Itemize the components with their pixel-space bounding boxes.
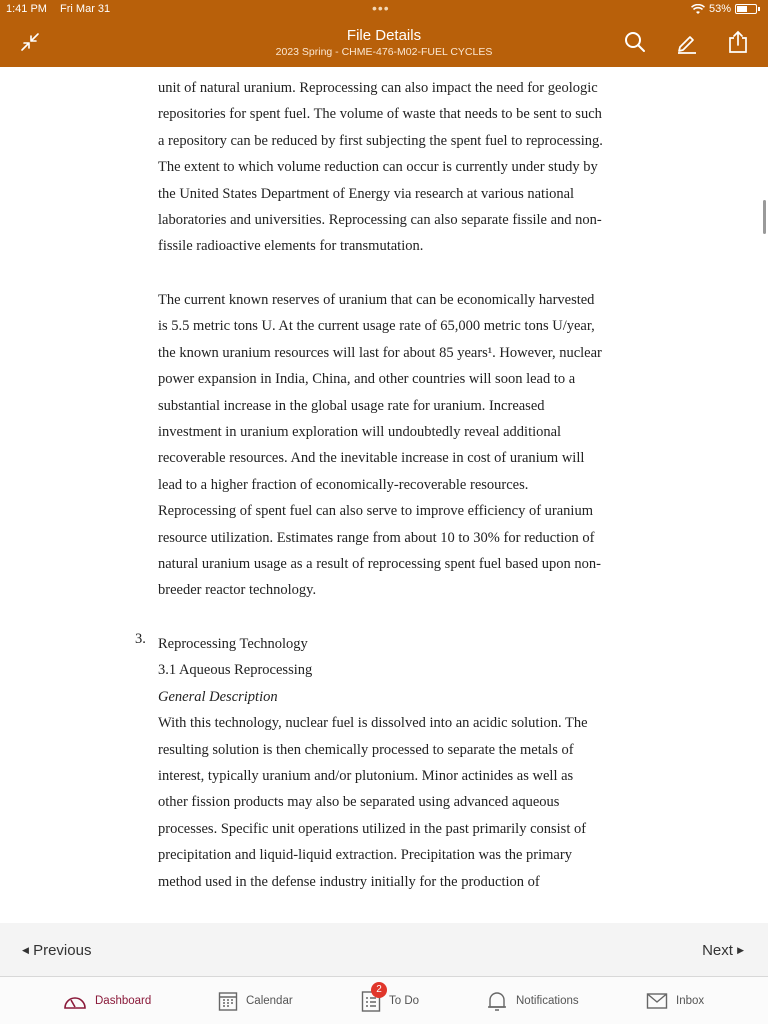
- text-line: method used in the defense industry initially for the production of: [158, 873, 540, 890]
- text-line: the United States Department of Energy via research at various national: [158, 185, 575, 202]
- tab-todo[interactable]: [361, 984, 420, 1013]
- text-line: The current known reserves of uranium that can be economically harvested: [158, 292, 595, 308]
- status-date: Fri Mar 31: [60, 3, 111, 15]
- text-line: the known uranium resources will last for about 85 years¹. However, nuclear: [158, 344, 602, 361]
- status-indicators: [691, 3, 760, 15]
- tab-label: Inbox: [676, 995, 705, 1007]
- tab-bar: [0, 977, 768, 1024]
- app-header: [0, 0, 768, 67]
- text-line: resulting solution is then chemically processed to separate the metals of: [158, 741, 574, 758]
- dashboard-icon: [63, 991, 87, 1011]
- text-line: fissile radioactive elements for transmutation.: [158, 238, 424, 255]
- text-line: is 5.5 metric tons U. At the current usage rate of 65,000 metric tons U/year,: [158, 318, 595, 335]
- status-time: [6, 3, 120, 15]
- pager-bar: [0, 923, 768, 977]
- text-line: With this technology, nuclear fuel is dissolved into an acidic solution. The: [158, 715, 588, 732]
- calendar-icon: [218, 990, 238, 1012]
- previous-label: Previous: [33, 942, 92, 959]
- next-button[interactable]: [702, 942, 744, 959]
- tab-calendar[interactable]: [218, 989, 293, 1013]
- text-line: interest, typically uranium and/or plutonium. Minor actinides as well as: [158, 768, 574, 785]
- document-viewer[interactable]: [0, 67, 768, 923]
- paragraph-1: [158, 75, 678, 260]
- tab-label: To Do: [389, 995, 420, 1007]
- section-title: Reprocessing Technology: [158, 636, 308, 652]
- previous-button[interactable]: [22, 942, 91, 959]
- text-line: other fission products may also be separated using advanced aqueous: [158, 794, 560, 811]
- text-line: repositories for spent fuel. The volume of waste that needs to be sent to such: [158, 106, 602, 123]
- text-line: laboratories and universities. Reprocessing can also separate fissile and non-: [158, 212, 602, 229]
- text-line: investment in uranium exploration will undoubtedly reveal additional: [158, 424, 562, 441]
- bell-icon: [486, 990, 508, 1012]
- page-title: File Details: [346, 27, 422, 44]
- text-line: precipitation and liquid-liquid extraction. Precipitation was the primary: [158, 847, 572, 864]
- wifi-icon: [691, 4, 705, 15]
- course-subtitle: 2023 Spring - CHME-476-M02-FUEL CYCLES: [275, 46, 493, 58]
- tab-label: Notifications: [516, 995, 579, 1007]
- battery-percent: 53%: [708, 3, 731, 15]
- scrollbar-thumb[interactable]: [763, 200, 766, 234]
- share-icon[interactable]: [726, 30, 750, 54]
- subheading: General Description: [158, 688, 278, 705]
- tab-dashboard[interactable]: [63, 989, 151, 1013]
- next-label: Next: [702, 942, 733, 959]
- tab-label: Calendar: [246, 995, 293, 1007]
- mail-icon: [646, 992, 668, 1010]
- text-line: lead to a higher fraction of economically-recoverable resources.: [158, 476, 529, 493]
- text-line: processes. Specific unit operations utilized in the past primarily consist of: [158, 820, 587, 837]
- pencil-icon[interactable]: [675, 30, 699, 54]
- status-clock: 1:41 PM: [6, 3, 47, 15]
- text-line: substantial increase in the global usage rate for uranium. Increased: [158, 397, 545, 414]
- tab-inbox[interactable]: [646, 989, 704, 1013]
- tab-notifications[interactable]: [486, 989, 579, 1013]
- caret-left-icon: ◀: [22, 945, 29, 955]
- tab-label: Dashboard: [95, 995, 152, 1007]
- multitasking-dots[interactable]: •••: [372, 0, 390, 16]
- text-line: power expansion in India, China, and other countries will soon lead to a: [158, 371, 576, 388]
- text-line: natural uranium usage as a result of reprocessing spent fuel based upon non-: [158, 556, 601, 573]
- paragraph-2: [158, 287, 678, 604]
- section-block: [158, 631, 678, 895]
- text-line: The extent to which volume reduction can occur is currently under study by: [158, 159, 598, 176]
- text-line: unit of natural uranium. Reprocessing can also impact the need for geologic: [158, 80, 598, 96]
- caret-right-icon: ▶: [737, 945, 744, 955]
- section-number: 3.: [135, 631, 146, 647]
- todo-badge: 2: [371, 982, 387, 998]
- text-line: Reprocessing of spent fuel can also serve to improve efficiency of uranium: [158, 503, 593, 520]
- text-line: resource utilization. Estimates range from about 10 to 30% for reduction of: [158, 529, 595, 546]
- subsection-title: 3.1 Aqueous Reprocessing: [158, 662, 313, 679]
- text-line: breeder reactor technology.: [158, 582, 317, 599]
- battery-icon: [735, 4, 757, 14]
- text-line: recoverable resources. And the inevitable increase in cost of uranium will: [158, 450, 585, 467]
- text-line: a repository can be reduced by first subjecting the spent fuel to reprocessing.: [158, 132, 603, 149]
- search-icon[interactable]: [623, 30, 647, 54]
